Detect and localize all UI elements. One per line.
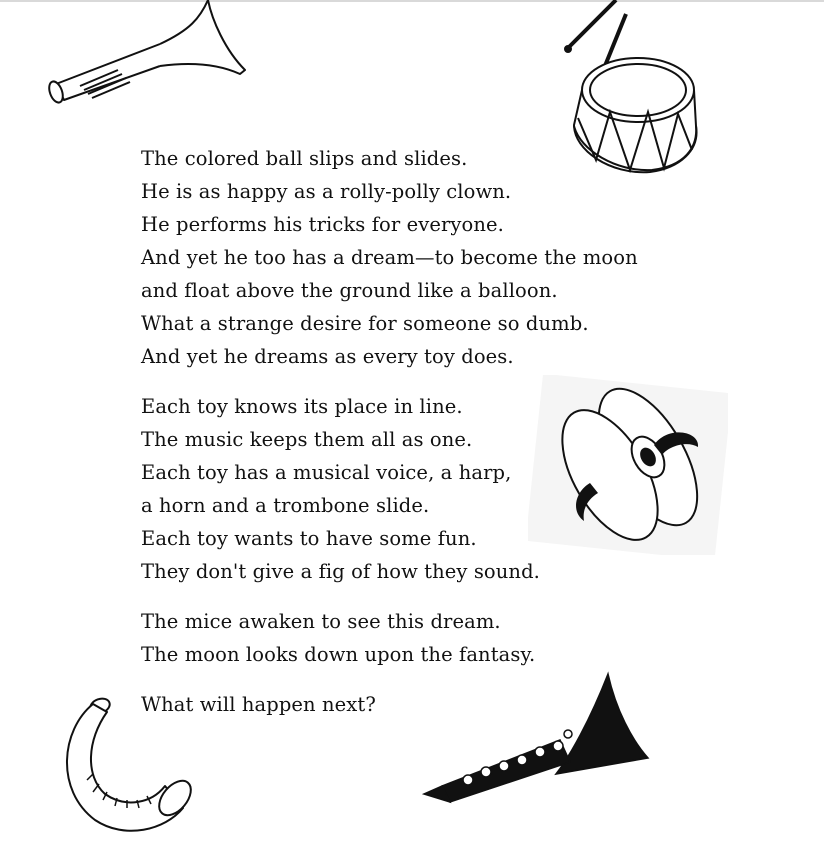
poem-line: Each toy knows its place in line.	[141, 395, 463, 418]
poem-line: They don't give a fig of how they sound.	[141, 560, 540, 583]
poem-line: The moon looks down upon the fantasy.	[141, 643, 536, 666]
stanza-1	[141, 142, 661, 373]
poem-line: And yet he too has a dream—to become the moon	[141, 246, 638, 269]
poem-line: Each toy wants to have some fun.	[141, 527, 477, 550]
poem-line: Each toy has a musical voice, a harp,	[141, 461, 512, 484]
trumpet-icon	[40, 0, 250, 110]
poem-line: and float above the ground like a balloon.	[141, 279, 558, 302]
poem-closing-question: What will happen next?	[141, 693, 376, 716]
poem	[141, 142, 661, 738]
poem-line: The music keeps them all as one.	[141, 428, 473, 451]
poem-line: The colored ball slips and slides.	[141, 147, 468, 170]
poem-line: He is as happy as a rolly-polly clown.	[141, 180, 512, 203]
stanza-4	[141, 688, 661, 721]
poem-line: He performs his tricks for everyone.	[141, 213, 504, 236]
stanza-3	[141, 605, 661, 671]
poem-line: The mice awaken to see this dream.	[141, 610, 501, 633]
poem-line: And yet he dreams as every toy does.	[141, 345, 514, 368]
stanza-2	[141, 390, 661, 588]
poem-line: a horn and a trombone slide.	[141, 494, 430, 517]
poem-line: What a strange desire for someone so dumb.	[141, 312, 589, 335]
